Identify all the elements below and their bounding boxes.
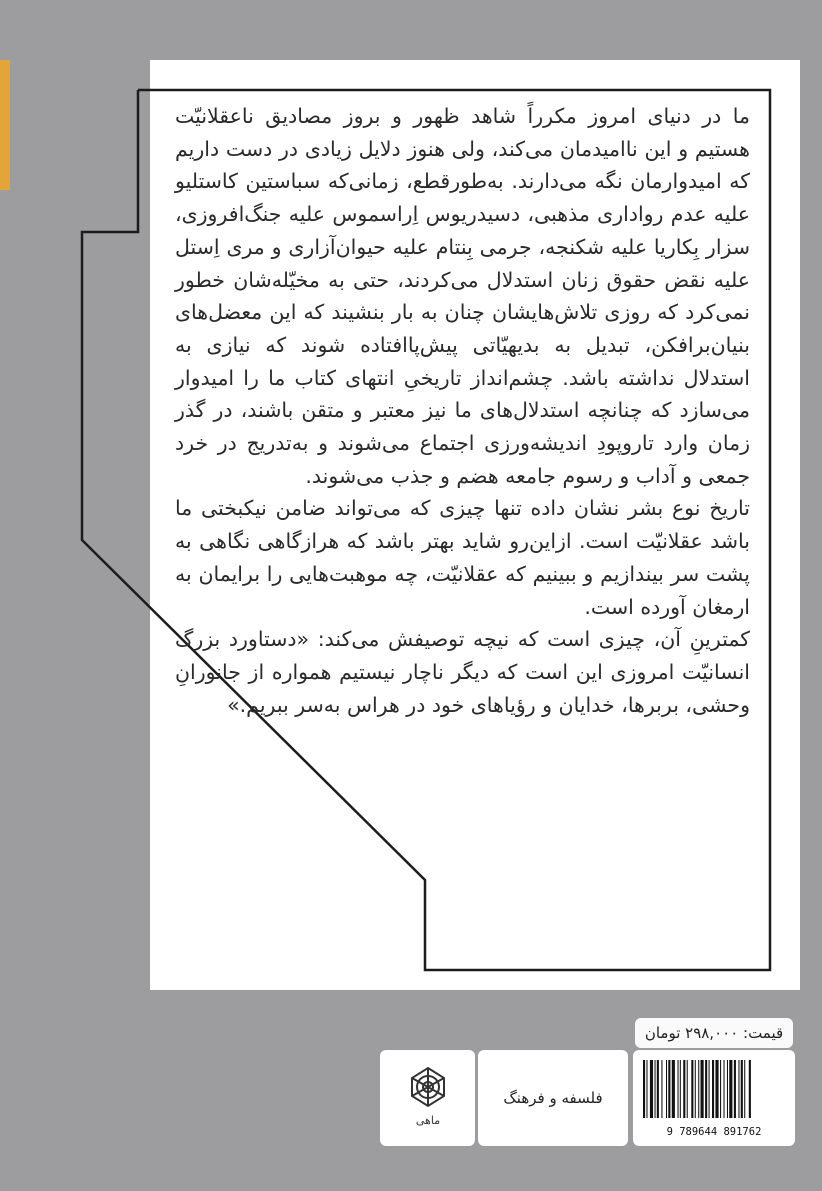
barcode [641,1060,787,1120]
paragraph-3: کمترینِ آن، چیزی است که نیچه توصیفش می‌کند: «دستاورد بزرگ انسانیّت امروزی این است که دیگر ناچار نیستیم همواره از جانورانِ وحشی، بربرها، خدایان و رؤیاهای خود در هراس به‌سر ببریم.» [175,627,750,717]
barcode-bar [655,1060,656,1118]
barcode-bar [683,1060,685,1118]
barcode-bar [698,1060,699,1118]
isbn-number: 9 789644 891762 [666,1126,762,1138]
price-label: قیمت: ۲۹۸,۰۰۰ تومان [635,1018,793,1048]
publisher-logo-card [380,1050,475,1146]
barcode-bar [661,1060,662,1118]
barcode-bar [715,1060,718,1118]
barcode-bar [705,1060,707,1118]
barcode-bar [691,1060,693,1118]
barcode-bar [727,1060,728,1118]
barcode-bar [741,1060,743,1118]
barcode-bar [749,1060,751,1118]
barcode-bar [643,1060,645,1118]
barcode-bar [738,1060,739,1118]
barcode-bar [729,1060,732,1118]
barcode-bar [678,1060,679,1118]
barcode-bar [666,1060,667,1118]
barcode-bar [672,1060,675,1118]
barcode-bar [687,1060,688,1118]
barcode-bar [646,1060,647,1118]
publisher-logo-icon [400,1062,456,1134]
barcode-bar [695,1060,696,1118]
barcode-bar [709,1060,710,1118]
barcode-card [633,1050,795,1146]
paragraph-1: ما در دنیای امروز مکرراً شاهد ظهور و بروز مصادیق ناعقلانیّت هستیم و این ناامیدمان می‌کند، ولی هنوز دلایل زیادی در دست داریم که امیدوارمان نگه می‌دارند. به‌طورقطع، زمانی‌که سباستین کاستلیو علیه عدم رواداری مذهبی، دسیدریوس اِراسموس علیه جنگ‌افروزی، سزار بِکاریا علیه شکنجه، جرمی بِنتام علیه حیوان‌آزاری و مری اِستل علیه نقض حقوق زنان استدلال می‌کردند، حتی به مخیّله‌شان خطور نمی‌کرد که روزی تلاش‌هایشان چنان به بار بنشیند که این معضل‌های بنیان‌برافکن، تبدیل به بدیهیّاتی پیش‌پاافتاده شوند که نیازی به استدلال نداشته باشد. چشم‌انداز تاریخیِ انتهای کتاب ما را امیدوار می‌سازد که چنانچه استدلال‌های ما نیز معتبر و متقن باشند، در گذر زمان وارد تاروپودِ اندیشه‌ورزی اجتماع می‌شوند و به‌تدریج در خرد جمعی و آداب و رسوم جامعه هضم و جذب می‌شوند. [175,104,750,488]
barcode-bar [724,1060,725,1118]
publisher-logo-text: ماهی [415,1114,440,1127]
back-cover-text [175,100,750,721]
barcode-bar [701,1060,704,1118]
barcode-bar [668,1060,670,1118]
barcode-bar [712,1060,714,1118]
series-card [478,1050,628,1146]
barcode-bar [650,1060,653,1118]
barcode-bar [720,1060,721,1118]
barcode-bar [744,1060,745,1118]
barcode-bar [680,1060,681,1118]
series-name: فلسفه و فرهنگ [503,1089,603,1107]
barcode-bar [657,1060,659,1118]
paragraph-2: تاریخ نوع بشر نشان داده تنها چیزی که می‌تواند ضامن نیکبختی ما باشد عقلانیّت است. ازاین‌رو شاید بهتر باشد که هرازگاهی نگاهی به پشت سر بیندازیم و ببینیم که عقلانیّت، چه موهبت‌هایی را برایمان به ارمغان آورده است. [175,496,750,619]
barcode-bar [734,1060,736,1118]
